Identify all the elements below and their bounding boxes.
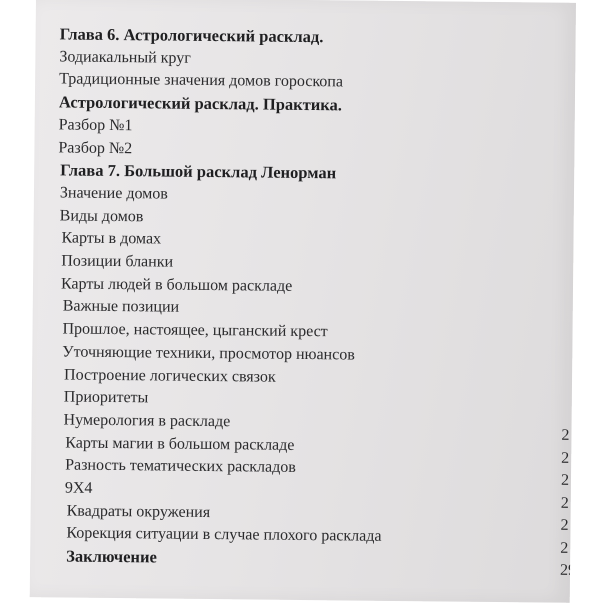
toc-entry: Нумерология в раскладе [63, 411, 231, 431]
toc-entry: Построение логических связок [63, 366, 276, 386]
toc-chapter-7-heading: Глава 7. Большой расклад Ленорман [60, 160, 337, 183]
toc-entry: Позиции бланки [61, 252, 174, 271]
toc-entry: Разбор №2 [58, 138, 133, 157]
page-number: 29 [559, 561, 576, 579]
page-number: 2 [560, 516, 569, 534]
toc-entry: Разбор №1 [58, 116, 133, 135]
book-page [30, 0, 576, 603]
toc-chapter-6-heading: Глава 6. Астрологический расклад. [59, 24, 324, 47]
toc-section-heading: Астрологический расклад. Практика. [58, 92, 343, 115]
toc-entry: Приоритеты [63, 388, 149, 407]
page-number: 2 [561, 426, 570, 444]
page-number: 2 [560, 539, 569, 557]
toc-entry: Карты магии в большом раскладе [65, 434, 295, 454]
page-number: 2 [560, 494, 569, 512]
toc-entry: Карты людей в большом раскладе [60, 275, 293, 295]
toc-entry: Важные позиции [62, 297, 180, 317]
toc-entry: Карты в домах [61, 229, 162, 248]
toc-entry: Значение домов [59, 184, 168, 203]
toc-entry: Прошлое, настоящее, цыганский крест [62, 320, 328, 341]
toc-entry: Зодиакальный круг [59, 48, 191, 67]
toc-entry: 9Х4 [64, 479, 93, 497]
table-of-contents [54, 23, 558, 573]
toc-entry: Виды домов [59, 207, 144, 225]
page-number-column [560, 425, 576, 583]
page-number: 2 [560, 471, 570, 489]
toc-entry: Традиционные значения домов гороскопа [59, 70, 344, 91]
toc-entry: Разность тематических раскладов [65, 456, 296, 477]
toc-conclusion-heading: Заключение [66, 546, 157, 567]
page-number: 2 [561, 449, 570, 467]
toc-entry: Корекция ситуации в случае плохого расклада [66, 524, 382, 546]
toc-entry: Уточняющие техники, просмотор нюансов [62, 343, 355, 364]
toc-entry: Квадраты окружения [66, 502, 211, 521]
